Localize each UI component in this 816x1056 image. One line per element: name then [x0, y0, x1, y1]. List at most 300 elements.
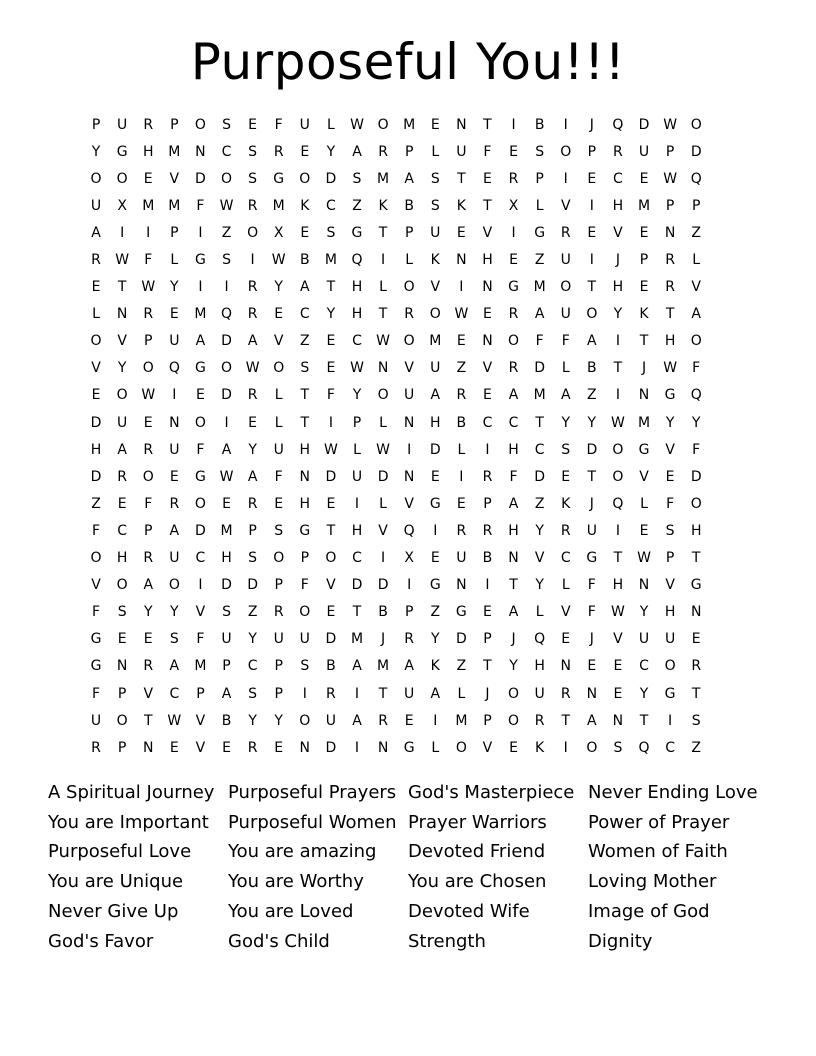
grid-letter: J	[381, 631, 386, 648]
grid-letter: T	[300, 414, 310, 431]
grid-letter: D	[351, 577, 363, 594]
grid-letter: O	[508, 333, 520, 350]
grid-letter: V	[169, 170, 180, 187]
grid-letter: T	[143, 712, 153, 729]
grid-letter: T	[378, 685, 388, 702]
grid-letter: Y	[613, 306, 623, 323]
grid-letter: F	[196, 197, 205, 214]
grid-letter: O	[429, 306, 441, 323]
grid-letter: E	[222, 739, 231, 756]
grid-letter: N	[377, 360, 389, 377]
grid-letter: P	[483, 631, 492, 648]
grid-letter: P	[274, 685, 283, 702]
grid-letter: A	[404, 658, 414, 675]
grid-letter: I	[589, 197, 594, 214]
grid-letter: M	[194, 658, 207, 675]
word-item: You are Unique	[48, 871, 184, 893]
grid-letter: I	[120, 224, 125, 241]
grid-letter: V	[691, 279, 701, 296]
grid-letter: E	[561, 468, 571, 485]
grid-letter: Z	[691, 224, 701, 241]
grid-letter: P	[535, 170, 544, 187]
grid-letter: K	[430, 252, 440, 269]
grid-letter: R	[247, 495, 258, 512]
grid-letter: L	[170, 252, 179, 269]
grid-letter: W	[167, 712, 182, 729]
grid-letter: Z	[430, 604, 441, 621]
grid-letter: O	[403, 333, 415, 350]
grid-letter: E	[691, 631, 701, 648]
page-title: Purposeful You!!!	[190, 33, 626, 91]
grid-letter: G	[508, 279, 519, 296]
grid-letter: R	[404, 306, 415, 323]
grid-letter: R	[560, 522, 571, 539]
grid-letter: D	[325, 170, 337, 187]
grid-row	[83, 111, 709, 138]
grid-letter: R	[247, 739, 258, 756]
grid-letter: O	[116, 387, 128, 404]
grid-row	[83, 653, 709, 680]
grid-letter: Y	[248, 712, 257, 729]
grid-letter: N	[456, 577, 467, 594]
grid-letter: T	[352, 604, 362, 621]
grid-letter: W	[323, 441, 338, 458]
grid-letter: C	[352, 333, 362, 350]
grid-letter: S	[169, 631, 179, 648]
word-item: A Spiritual Journey	[48, 782, 215, 803]
grid-letter: N	[586, 685, 598, 702]
grid-letter: B	[378, 604, 388, 621]
grid-letter: B	[326, 658, 336, 675]
grid-letter: S	[613, 739, 623, 756]
grid-letter: D	[534, 360, 546, 377]
grid-letter: B	[587, 360, 597, 377]
grid-letter: P	[404, 224, 414, 241]
grid-letter: O	[403, 279, 415, 296]
grid-letter: N	[508, 550, 519, 567]
grid-letter: O	[455, 739, 467, 756]
grid-letter: P	[144, 333, 153, 350]
grid-row	[83, 246, 709, 273]
grid-letter: G	[455, 604, 467, 621]
grid-letter: O	[221, 170, 233, 187]
grid-letter: T	[483, 116, 492, 133]
grid-letter: E	[169, 739, 179, 756]
grid-letter: L	[379, 495, 387, 512]
grid-letter: E	[404, 712, 414, 729]
grid-letter: E	[483, 170, 492, 187]
grid-letter: W	[141, 279, 156, 296]
grid-letter: O	[168, 577, 180, 594]
grid-letter: H	[612, 279, 624, 296]
grid-letter: R	[560, 224, 571, 241]
grid-letter: S	[352, 170, 362, 187]
grid-letter: A	[352, 143, 362, 160]
grid-letter: I	[459, 468, 464, 485]
grid-letter: P	[352, 414, 362, 431]
grid-letter: Z	[91, 495, 101, 512]
grid-letter: R	[143, 550, 154, 567]
grid-letter: Y	[170, 279, 179, 296]
grid-letter: O	[377, 116, 389, 133]
grid-letter: V	[430, 279, 441, 296]
grid-letter: V	[534, 550, 545, 567]
word-column	[588, 778, 768, 956]
grid-letter: W	[376, 441, 390, 458]
grid-letter: O	[194, 414, 206, 431]
grid-letter: M	[377, 170, 390, 187]
grid-letter: E	[117, 495, 127, 512]
grid-letter: N	[482, 279, 493, 296]
grid-letter: A	[587, 712, 597, 729]
grid-letter: E	[300, 224, 310, 241]
grid-letter: P	[170, 116, 179, 133]
grid-letter: E	[456, 224, 466, 241]
grid-letter: I	[563, 116, 568, 133]
grid-letter: V	[560, 604, 571, 621]
grid-letter: O	[586, 306, 598, 323]
grid-letter: O	[612, 468, 624, 485]
grid-letter: Z	[352, 197, 362, 214]
grid-letter: E	[430, 468, 440, 485]
grid-letter: T	[639, 712, 649, 729]
grid-letter: S	[248, 550, 258, 567]
grid-letter: M	[403, 116, 416, 133]
grid-letter: D	[221, 387, 232, 404]
grid-letter: O	[221, 360, 233, 377]
grid-letter: E	[639, 279, 649, 296]
grid-letter: U	[664, 631, 676, 648]
grid-letter: A	[195, 333, 206, 350]
grid-letter: J	[615, 252, 620, 269]
grid-letter: U	[90, 712, 102, 729]
grid-letter: L	[457, 441, 466, 458]
grid-letter: C	[195, 550, 206, 567]
grid-letter: W	[663, 360, 678, 377]
grid-letter: A	[352, 658, 362, 675]
grid-row	[83, 490, 709, 517]
grid-letter: V	[639, 468, 649, 485]
grid-letter: E	[587, 224, 597, 241]
grid-letter: S	[222, 116, 231, 133]
grid-row	[83, 734, 709, 761]
grid-letter: T	[326, 522, 336, 539]
grid-letter: G	[403, 739, 415, 756]
grid-letter: A	[560, 387, 571, 404]
grid-letter: R	[143, 441, 154, 458]
grid-letter: T	[691, 550, 701, 567]
grid-letter: T	[561, 712, 571, 729]
grid-letter: E	[326, 333, 336, 350]
grid-letter: R	[508, 360, 519, 377]
grid-letter: G	[194, 252, 206, 269]
word-column	[228, 778, 408, 956]
grid-letter: D	[377, 577, 389, 594]
grid-letter: U	[117, 116, 128, 133]
grid-letter: O	[247, 224, 259, 241]
grid-letter: X	[273, 224, 284, 241]
grid-letter: A	[404, 170, 414, 187]
grid-letter: V	[91, 577, 101, 594]
grid-letter: I	[198, 224, 203, 241]
grid-letter: L	[457, 685, 466, 702]
grid-letter: E	[456, 333, 466, 350]
grid-letter: L	[405, 252, 414, 269]
grid-letter: T	[587, 279, 597, 296]
grid-letter: K	[430, 658, 440, 675]
grid-letter: L	[379, 279, 387, 296]
grid-letter: U	[299, 116, 310, 133]
grid-letter: T	[613, 360, 623, 377]
grid-letter: E	[483, 387, 492, 404]
grid-letter: I	[381, 252, 386, 269]
grid-letter: Z	[534, 495, 545, 512]
word-item: God's Masterpiece	[408, 782, 575, 803]
grid-letter: K	[639, 306, 649, 323]
grid-letter: Y	[248, 441, 257, 458]
grid-letter: V	[195, 604, 206, 621]
word-item: You are Worthy	[228, 871, 364, 893]
grid-letter: N	[456, 252, 467, 269]
grid-letter: V	[326, 577, 336, 594]
grid-letter: P	[639, 252, 649, 269]
grid-letter: C	[665, 739, 675, 756]
grid-letter: H	[142, 143, 154, 160]
grid-letter: W	[454, 306, 469, 323]
grid-letter: E	[248, 414, 258, 431]
grid-letter: I	[433, 522, 438, 539]
grid-letter: R	[247, 197, 258, 214]
grid-letter: S	[561, 441, 571, 458]
grid-letter: A	[508, 604, 519, 621]
grid-letter: G	[586, 550, 598, 567]
grid-letter: H	[664, 333, 676, 350]
grid-letter: T	[378, 306, 388, 323]
grid-letter: H	[116, 550, 128, 567]
grid-row	[83, 707, 709, 734]
grid-letter: Y	[117, 360, 127, 377]
grid-letter: I	[563, 739, 568, 756]
grid-letter: S	[222, 252, 231, 269]
grid-letter: V	[482, 224, 493, 241]
grid-letter: F	[274, 468, 283, 485]
word-item: Women of Faith	[588, 841, 728, 863]
grid-letter: M	[429, 333, 442, 350]
grid-letter: P	[170, 224, 179, 241]
grid-letter: T	[483, 197, 492, 214]
grid-letter: G	[664, 387, 676, 404]
grid-letter: V	[404, 360, 414, 377]
grid-letter: H	[482, 252, 493, 269]
grid-letter: L	[326, 116, 335, 133]
grid-letter: O	[299, 170, 311, 187]
grid-letter: D	[377, 468, 389, 485]
grid-row	[83, 219, 709, 246]
grid-letter: O	[299, 712, 311, 729]
grid-letter: B	[534, 116, 545, 133]
grid-letter: U	[90, 197, 102, 214]
grid-row	[83, 328, 709, 355]
grid-letter: N	[377, 739, 389, 756]
grid-letter: R	[456, 522, 467, 539]
grid-letter: Q	[534, 631, 546, 648]
grid-letter: E	[326, 360, 336, 377]
grid-letter: L	[561, 577, 570, 594]
grid-letter: G	[194, 360, 206, 377]
grid-letter: O	[116, 577, 128, 594]
grid-row	[83, 355, 709, 382]
grid-letter: T	[378, 224, 388, 241]
grid-letter: S	[222, 604, 231, 621]
grid-letter: R	[534, 712, 545, 729]
grid-letter: P	[222, 658, 231, 675]
grid-letter: N	[142, 739, 154, 756]
grid-letter: U	[299, 631, 310, 648]
grid-letter: O	[142, 468, 154, 485]
grid-letter: P	[248, 522, 257, 539]
grid-letter: Y	[535, 577, 544, 594]
grid-letter: U	[169, 441, 180, 458]
grid-letter: E	[587, 170, 597, 187]
grid-letter: W	[637, 550, 651, 567]
grid-letter: R	[143, 116, 154, 133]
grid-letter: V	[665, 577, 675, 594]
grid-letter: S	[248, 685, 258, 702]
grid-letter: E	[195, 387, 205, 404]
grid-letter: L	[353, 441, 361, 458]
grid-letter: O	[116, 712, 128, 729]
grid-letter: H	[351, 306, 363, 323]
grid-letter: T	[691, 685, 701, 702]
grid-letter: S	[248, 170, 258, 187]
grid-letter: H	[430, 414, 441, 431]
grid-letter: E	[143, 414, 153, 431]
grid-letter: S	[691, 712, 701, 729]
grid-letter: G	[664, 685, 676, 702]
grid-letter: I	[354, 495, 360, 512]
grid-letter: E	[326, 495, 336, 512]
grid-letter: F	[587, 577, 596, 594]
grid-letter: V	[91, 360, 101, 377]
grid-letter: A	[247, 333, 258, 350]
grid-letter: W	[611, 414, 625, 431]
grid-letter: U	[456, 550, 467, 567]
grid-letter: H	[690, 522, 702, 539]
grid-letter: R	[482, 468, 493, 485]
grid-row	[83, 463, 709, 490]
letter-grid	[83, 111, 709, 761]
grid-letter: A	[430, 387, 441, 404]
grid-letter: Z	[221, 224, 232, 241]
grid-letter: U	[325, 712, 337, 729]
grid-letter: A	[508, 495, 519, 512]
grid-letter: H	[221, 550, 232, 567]
grid-letter: M	[324, 252, 337, 269]
grid-letter: Y	[691, 414, 701, 431]
grid-letter: Z	[456, 360, 467, 377]
grid-letter: I	[459, 279, 464, 296]
grid-letter: H	[351, 279, 363, 296]
grid-letter: L	[431, 739, 440, 756]
grid-letter: O	[508, 685, 520, 702]
grid-letter: N	[664, 224, 676, 241]
grid-letter: E	[326, 604, 336, 621]
grid-letter: M	[533, 387, 546, 404]
grid-letter: F	[587, 604, 596, 621]
grid-letter: O	[560, 143, 572, 160]
grid-letter: M	[350, 631, 364, 648]
grid-letter: I	[328, 414, 333, 431]
grid-letter: I	[615, 387, 620, 404]
grid-letter: A	[352, 712, 362, 729]
grid-letter: A	[117, 441, 127, 458]
grid-letter: O	[690, 116, 702, 133]
grid-letter: T	[587, 468, 597, 485]
grid-letter: F	[196, 441, 205, 458]
grid-row	[83, 138, 709, 165]
grid-letter: H	[90, 441, 102, 458]
grid-letter: A	[169, 658, 180, 675]
grid-letter: J	[589, 116, 594, 133]
grid-letter: J	[641, 360, 647, 377]
grid-row	[83, 192, 709, 219]
grid-letter: D	[90, 414, 102, 431]
grid-letter: C	[613, 170, 623, 187]
grid-letter: R	[665, 252, 675, 269]
grid-letter: U	[273, 441, 284, 458]
grid-letter: A	[143, 577, 154, 594]
grid-letter: R	[560, 685, 571, 702]
word-item: God's Child	[228, 930, 330, 952]
grid-letter: C	[247, 658, 258, 675]
grid-letter: E	[143, 631, 153, 648]
grid-letter: N	[403, 468, 415, 485]
grid-letter: M	[168, 197, 181, 214]
grid-letter: O	[142, 360, 154, 377]
grid-letter: I	[563, 170, 568, 187]
grid-letter: G	[690, 577, 702, 594]
grid-letter: W	[663, 116, 678, 133]
grid-letter: T	[117, 279, 127, 296]
grid-letter: D	[221, 333, 232, 350]
grid-letter: T	[639, 333, 649, 350]
grid-letter: L	[92, 306, 100, 323]
grid-letter: T	[535, 414, 544, 431]
grid-letter: M	[637, 414, 651, 431]
grid-letter: Q	[690, 387, 702, 404]
grid-row	[83, 599, 709, 626]
grid-letter: E	[456, 495, 466, 512]
grid-letter: D	[455, 631, 467, 648]
grid-letter: U	[638, 143, 650, 160]
grid-letter: F	[326, 387, 335, 404]
grid-letter: L	[431, 143, 440, 160]
grid-letter: W	[350, 360, 364, 377]
grid-letter: M	[142, 197, 155, 214]
grid-letter: X	[508, 197, 519, 214]
grid-letter: K	[456, 197, 466, 214]
grid-letter: D	[429, 441, 441, 458]
grid-letter: S	[248, 143, 258, 160]
grid-letter: H	[534, 658, 545, 675]
grid-letter: R	[404, 631, 415, 648]
grid-letter: E	[509, 252, 518, 269]
grid-letter: W	[219, 197, 234, 214]
grid-letter: U	[430, 360, 441, 377]
grid-letter: F	[144, 495, 153, 512]
grid-letter: O	[690, 333, 702, 350]
grid-letter: J	[589, 495, 594, 512]
